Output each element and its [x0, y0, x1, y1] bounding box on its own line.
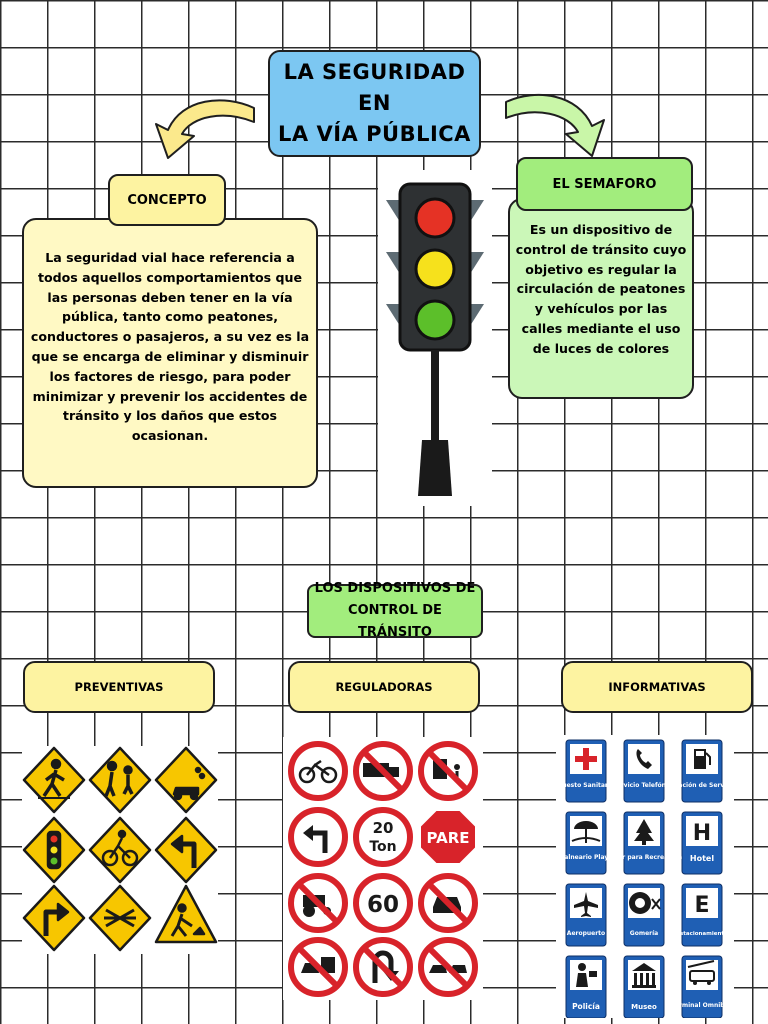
- men-working-sign-icon: [156, 886, 216, 942]
- semaforo-label: EL SEMAFORO: [516, 157, 693, 211]
- children-crossing-sign-icon: [90, 748, 150, 812]
- concept-label: CONCEPTO: [108, 174, 226, 226]
- info-label-aeropuerto: Aeropuerto: [566, 930, 606, 937]
- page-title: [268, 50, 481, 157]
- no-left-turn-sign-icon: [291, 810, 345, 864]
- no-parking-vehicles-sign-icon: [291, 940, 345, 994]
- no-tractors-sign-icon: [291, 876, 345, 930]
- info-label-lugar-recreacion: Lugar para Recreación: [605, 854, 683, 861]
- falling-rocks-sign-icon: [156, 748, 216, 812]
- concept-text: La seguridad vial hace referencia a todos aquellos comportamientos que las personas deben tener en la vía pública, tanto como peatones, conductores o pasajeros, a su vez es la que se encarga de eliminar y disminuir los factores de riesgo, para poder minimizar y prevenir los accidentes de tránsito y los daños que estos ocasionan.: [22, 218, 318, 488]
- title-line-1: LA SEGURIDAD EN: [283, 60, 466, 115]
- hotel-h-icon: [686, 816, 718, 846]
- traffic-light-illustration: [378, 170, 492, 506]
- weight-limit-sign-icon: [356, 810, 410, 864]
- no-bicycles-sign-icon: [291, 744, 345, 798]
- info-label-policia: Policía: [572, 1002, 600, 1011]
- info-label-gomeria: Gomería: [629, 930, 659, 937]
- title-line-2: LA VÍA PÚBLICA: [278, 122, 471, 146]
- info-label-terminal-omnibus: Terminal Omnibus: [671, 1002, 733, 1009]
- regulatory-signs-panel: [283, 737, 483, 1000]
- info-label-puesto-sanitario: Puesto Sanitario: [557, 782, 615, 789]
- left-turn-sign-icon: [156, 818, 216, 882]
- no-overtaking-sign-icon: [421, 876, 475, 930]
- parking-e-icon: [694, 893, 709, 918]
- traffic-signal-ahead-sign-icon: [24, 818, 84, 882]
- no-trucks-sign-icon: [356, 744, 410, 798]
- stop-sign-icon: [420, 810, 476, 864]
- category-preventivas: PREVENTIVAS: [23, 661, 215, 713]
- devices-heading: [307, 581, 483, 640]
- info-label-servicio-telefonico: Servicio Telefónico: [612, 782, 676, 789]
- speed-limit-sign-icon: [356, 876, 410, 930]
- no-passing-cars-sign-icon: [421, 940, 475, 994]
- info-label-museo: Museo: [631, 1003, 657, 1011]
- info-label-balneario-playa: Balneario Playa: [559, 854, 613, 861]
- no-loading-sign-icon: [421, 744, 475, 798]
- category-informativas: INFORMATIVAS: [561, 661, 753, 713]
- curved-arrow-right-icon: [502, 88, 614, 162]
- preventive-signs-panel: [22, 746, 218, 954]
- speed-limit-value: 60: [366, 892, 400, 918]
- semaforo-text: Es un dispositivo de control de tránsito cuyo objetivo es regular la circulación de peatones y vehículos por las calles mediante el uso de luces de colores: [508, 198, 694, 399]
- right-turn-sign-icon: [24, 886, 84, 950]
- info-label-estacionamiento: Estacionamiento: [676, 931, 728, 937]
- parking-glyph: E: [694, 893, 710, 918]
- curved-arrow-left-icon: [146, 92, 258, 164]
- info-label-estacion-servicio: Estación de Servicio: [667, 782, 734, 789]
- category-reguladoras: REGULADORAS: [288, 661, 480, 713]
- info-label-hotel: Hotel: [689, 854, 715, 863]
- devices-line-2: CONTROL DE TRÁNSITO: [348, 603, 442, 640]
- traffic-light-icon: [378, 170, 492, 506]
- weight-limit-value: 20: [372, 819, 394, 837]
- devices-line-1: LOS DISPOSITIVOS DE: [314, 581, 476, 596]
- informative-signs-panel: [556, 735, 734, 1018]
- hotel-glyph: H: [692, 821, 712, 846]
- railroad-crossing-sign-icon: [90, 886, 150, 950]
- bicycle-crossing-sign-icon: [90, 818, 150, 882]
- weight-limit-unit: Ton: [369, 839, 397, 855]
- pedestrian-crossing-sign-icon: [24, 748, 84, 812]
- stop-sign-text: PARE: [426, 829, 470, 847]
- no-u-turn-sign-icon: [356, 940, 410, 994]
